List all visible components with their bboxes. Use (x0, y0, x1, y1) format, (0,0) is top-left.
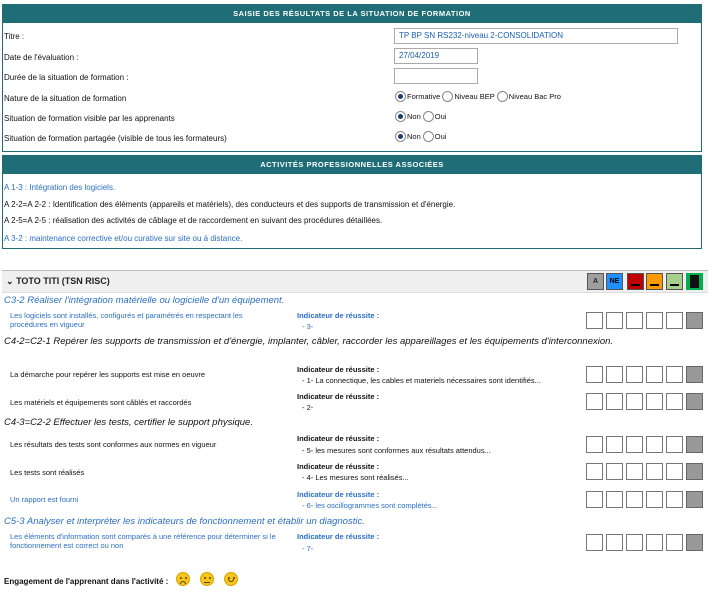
rating-boxes (586, 463, 706, 480)
partagee-non-radio[interactable] (395, 131, 406, 142)
nature-formative-label: Formative (407, 92, 441, 101)
indicator-value: - 7- (302, 544, 314, 553)
duree-input[interactable] (394, 68, 478, 84)
rating-box[interactable] (606, 436, 623, 453)
rating-box[interactable] (686, 393, 703, 410)
engagement-label: Engagement de l'apprenant dans l'activité : (4, 577, 169, 586)
indicator-value: - 6- les oscillogrammes sont complétés... (302, 501, 438, 510)
titre-label: Titre : (4, 32, 25, 41)
activity-a2-5: A 2-5=A 2-5 : réalisation des activités de câblage et de raccordement en suivant des procédures détaillées. (4, 216, 383, 225)
criterion-text: Les tests sont réalisés (10, 468, 85, 477)
visible-label: Situation de formation visible par les apprenants (4, 114, 175, 123)
visible-non-radio[interactable] (395, 111, 406, 122)
visible-oui-label: Oui (434, 112, 447, 121)
nature-bep-label: Niveau BEP (454, 92, 495, 101)
criterion-text: Les résultats des tests sont conformes aux normes en vigueur (10, 440, 217, 449)
indicator-label: Indicateur de réussite : (297, 462, 380, 471)
nature-formative-radio[interactable] (395, 91, 406, 102)
rating-box[interactable] (646, 436, 663, 453)
criterion-text: Les logiciels sont installés, configurés et paramétrés en respectant les procédures en vigueur (10, 311, 243, 329)
indicator-value: - 4- Les mesures sont réalisés... (302, 473, 409, 482)
duree-label: Durée de la situation de formation : (4, 73, 129, 82)
indicator-label: Indicateur de réussite : (297, 434, 380, 443)
rating-box[interactable] (666, 393, 683, 410)
indicator-value: - 3- (302, 322, 314, 331)
student-name[interactable] (6, 276, 110, 287)
student-header[interactable] (2, 271, 708, 293)
criterion-text: Les éléments d'information sont comparés à une référence pour déterminer si le fonctionnement est correct ou non (10, 532, 276, 550)
rating-box[interactable] (626, 366, 643, 383)
date-input[interactable]: 27/04/2019 (394, 48, 478, 64)
rating-box[interactable] (686, 436, 703, 453)
legend-a: A (587, 273, 604, 290)
chevron-down-icon[interactable]: ⌄ (6, 276, 14, 286)
formation-panel-title: SAISIE DES RÉSULTATS DE LA SITUATION DE FORMATION (3, 5, 701, 23)
nature-label: Nature de la situation de formation (4, 94, 127, 103)
rating-box[interactable] (646, 491, 663, 508)
rating-box[interactable] (606, 534, 623, 551)
rating-boxes (586, 436, 706, 453)
rating-box[interactable] (606, 463, 623, 480)
rating-box[interactable] (586, 436, 603, 453)
neutral-face-icon[interactable] (200, 572, 214, 586)
visible-radio-group (395, 111, 448, 122)
legend-orange (646, 273, 663, 290)
rating-box[interactable] (646, 312, 663, 329)
legend-green (686, 273, 703, 290)
partagee-oui-radio[interactable] (423, 131, 434, 142)
rating-box[interactable] (586, 463, 603, 480)
rating-box[interactable] (646, 534, 663, 551)
rating-box[interactable] (586, 312, 603, 329)
rating-box[interactable] (646, 393, 663, 410)
rating-box[interactable] (626, 436, 643, 453)
visible-non-label: Non (407, 112, 421, 121)
rating-box[interactable] (586, 534, 603, 551)
legend-ne: NE (606, 273, 623, 290)
competence-c3-2-title: C3-2 Réaliser l'intégration matérielle ou logicielle d'un équipement. (4, 295, 285, 306)
activity-a2-2: A 2-2=A 2-2 : Identification des éléments (appareils et matériels), des conducteurs et des supports de transmission et d'énergie. (4, 200, 456, 209)
activities-panel-title: ACTIVITÉS PROFESSIONNELLES ASSOCIÉES (3, 156, 701, 174)
indicator-value: - 1- La connectique, les cables et materiels nécessaires sont identifiés... (302, 376, 541, 385)
partagee-radio-group (395, 131, 448, 142)
rating-box[interactable] (606, 491, 623, 508)
rating-box[interactable] (686, 312, 703, 329)
titre-input[interactable]: TP BP SN RS232-niveau 2-CONSOLIDATION (394, 28, 678, 44)
rating-box[interactable] (606, 366, 623, 383)
rating-box[interactable] (626, 393, 643, 410)
nature-bacpro-radio[interactable] (497, 91, 508, 102)
legend-red (627, 273, 644, 290)
rating-box[interactable] (586, 366, 603, 383)
indicator-label: Indicateur de réussite : (297, 365, 380, 374)
rating-boxes (586, 534, 706, 551)
indicator-value: - 2- (302, 403, 314, 412)
rating-box[interactable] (666, 312, 683, 329)
activity-a1-3[interactable]: A 1-3 : Intégration des logiciels. (4, 183, 116, 192)
activity-a3-2[interactable]: A 3-2 : maintenance corrective et/ou curative sur site ou à distance. (4, 234, 243, 243)
rating-box[interactable] (666, 366, 683, 383)
happy-face-icon[interactable] (224, 572, 238, 586)
rating-boxes (586, 366, 706, 383)
nature-radio-group (395, 91, 563, 102)
rating-box[interactable] (666, 491, 683, 508)
sad-face-icon[interactable] (176, 572, 190, 586)
rating-box[interactable] (686, 366, 703, 383)
criterion-text: Un rapport est fourni (10, 495, 79, 504)
indicator-label: Indicateur de réussite : (297, 490, 380, 499)
rating-box[interactable] (586, 491, 603, 508)
legend-lightgreen (666, 273, 683, 290)
rating-box[interactable] (646, 463, 663, 480)
rating-boxes (586, 393, 706, 410)
rating-box[interactable] (626, 463, 643, 480)
nature-bep-radio[interactable] (442, 91, 453, 102)
rating-box[interactable] (666, 463, 683, 480)
rating-box[interactable] (666, 534, 683, 551)
criterion-text: La démarche pour repérer les supports est mise en oeuvre (10, 370, 206, 379)
partagee-non-label: Non (407, 132, 421, 141)
indicator-value: - 5- les mesures sont conformes aux résultats attendus... (302, 446, 491, 455)
indicator-label: Indicateur de réussite : (297, 532, 380, 541)
indicator-label: Indicateur de réussite : (297, 311, 380, 320)
competence-c4-2-title: C4-2=C2-1 Repérer les supports de transmission et d'énergie, implanter, câbler, raccorder les appareillages et les équipements d'interconnexion. (4, 336, 614, 347)
rating-box[interactable] (646, 366, 663, 383)
partagee-oui-label: Oui (434, 132, 447, 141)
date-label: Date de l'évaluation : (4, 53, 79, 62)
rating-box[interactable] (626, 491, 643, 508)
rating-boxes (586, 312, 706, 329)
rating-box[interactable] (586, 393, 603, 410)
nature-bacpro-label: Niveau Bac Pro (508, 92, 561, 101)
competence-c5-3-title: C5-3 Analyser et interpréter les indicateurs de fonctionnement et établir un diagnostic. (4, 516, 365, 527)
rating-box[interactable] (626, 312, 643, 329)
student-name-label: TOTO TITI (TSN RISC) (16, 276, 110, 286)
visible-oui-radio[interactable] (423, 111, 434, 122)
competence-c4-3-title: C4-3=C2-2 Effectuer les tests, certifier le support physique. (4, 417, 253, 428)
rating-box[interactable] (606, 393, 623, 410)
rating-box[interactable] (686, 463, 703, 480)
partagee-label: Situation de formation partagée (visible de tous les formateurs) (4, 134, 227, 143)
rating-boxes (586, 491, 706, 508)
rating-box[interactable] (606, 312, 623, 329)
indicator-label: Indicateur de réussite : (297, 392, 380, 401)
rating-box[interactable] (686, 534, 703, 551)
rating-box[interactable] (666, 436, 683, 453)
rating-box[interactable] (626, 534, 643, 551)
rating-box[interactable] (686, 491, 703, 508)
criterion-text: Les matériels et équipements sont câblés et raccordés (10, 398, 192, 407)
